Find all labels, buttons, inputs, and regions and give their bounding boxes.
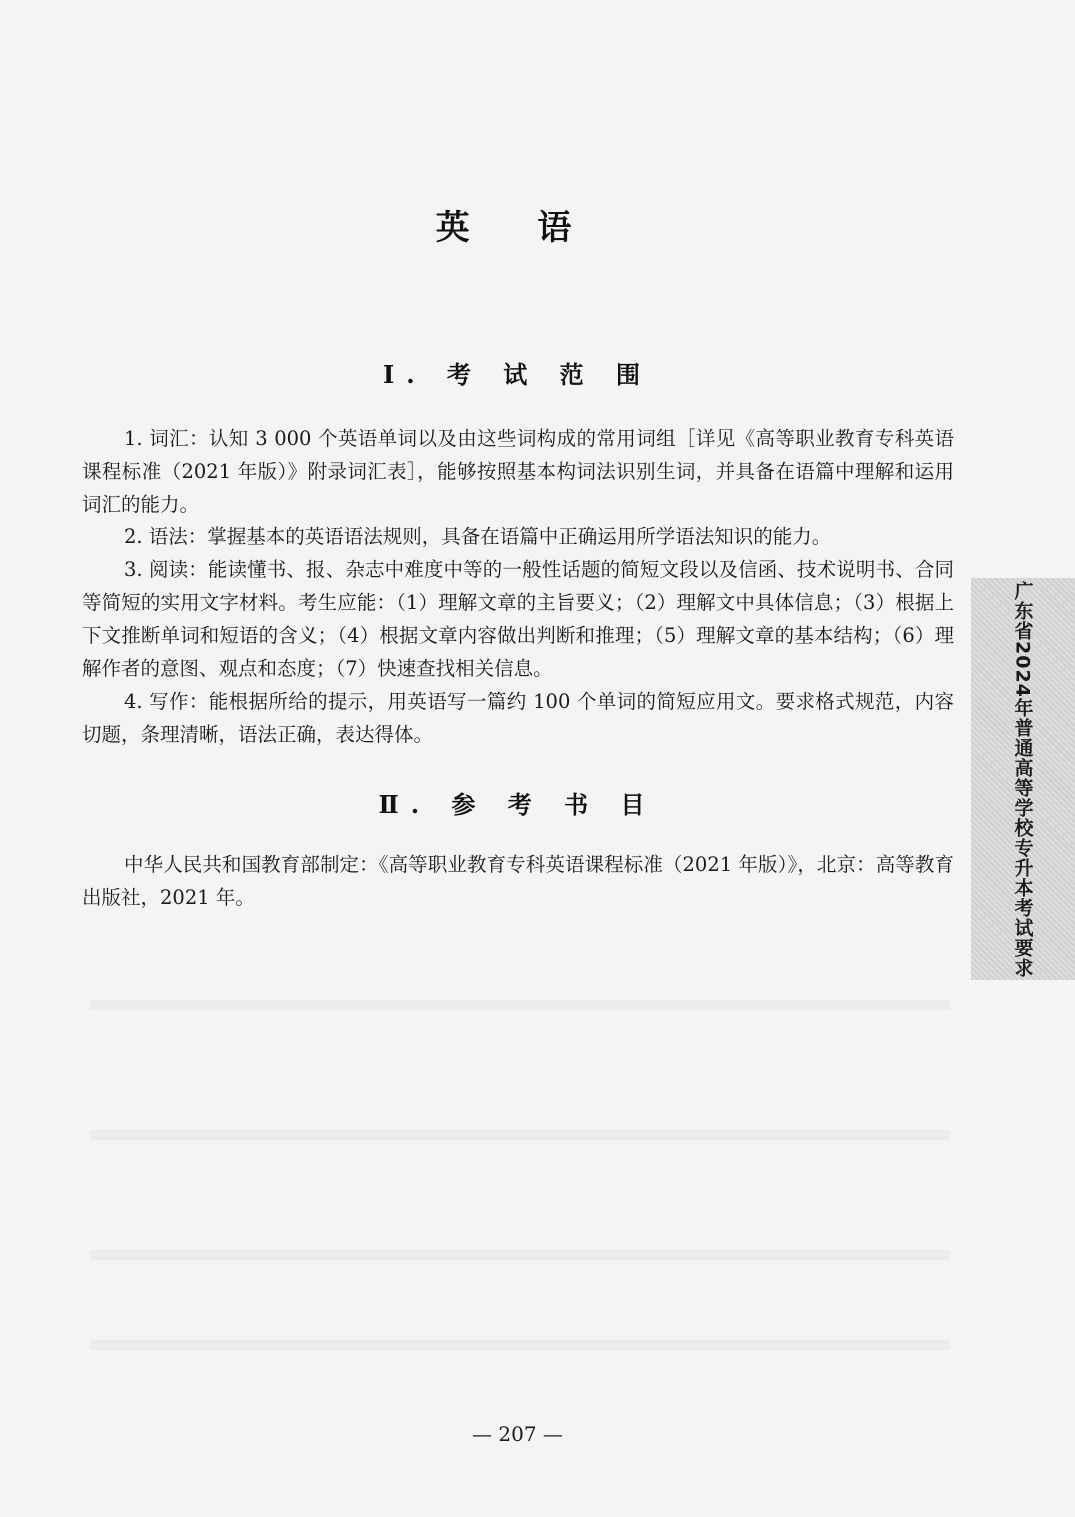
side-tab-label: 广东省2024年普通高等学校专升本考试要求 bbox=[1011, 580, 1034, 978]
bleed-through-line bbox=[90, 1000, 950, 1010]
bleed-through-line bbox=[90, 1250, 950, 1260]
paragraph-reference-book: 中华人民共和国教育部制定：《高等职业教育专科英语课程标准（2021 年版）》，北京：高等教育出版社，2021 年。 bbox=[82, 853, 954, 909]
page-title: 英 语 bbox=[435, 208, 600, 248]
paragraph-reading: 3. 阅读：能读懂书、报、杂志中难度中等的一般性话题的简短文段以及信函、技术说明书、合同等简短的实用文字材料。考生应能：（1）理解文章的主旨要义；（2）理解文中具体信息；（3）根据上下文推断单词和短语的含义；（4）根据文章内容做出判断和推理；（5）理解文章的基本结构；（6）理解作者的意图、观点和态度；（7）快速查找相关信息。 bbox=[82, 558, 954, 680]
section-heading-exam-scope: Ⅰ. 考 试 范 围 bbox=[382, 360, 652, 389]
paragraph-vocabulary: 1. 词汇：认知 3 000 个英语单词以及由这些词构成的常用词组［详见《高等职业教育专科英语课程标准（2021 年版）》附录词汇表］，能够按照基本构词法识别生词，并具备在语篇中理解和运用词汇的能力。 bbox=[82, 427, 954, 516]
side-tab bbox=[971, 578, 1075, 980]
section-heading-references: Ⅱ. 参 考 书 目 bbox=[378, 790, 657, 819]
paragraph-writing: 4. 写作：能根据所给的提示，用英语写一篇约 100 个单词的简短应用文。要求格式规范，内容切题，条理清晰，语法正确，表达得体。 bbox=[82, 690, 954, 746]
bleed-through-line bbox=[90, 1130, 950, 1140]
page-number: — 207 — bbox=[472, 1422, 563, 1446]
bleed-through-line bbox=[90, 1340, 950, 1350]
paragraph-grammar: 2. 语法：掌握基本的英语语法规则，具备在语篇中正确运用所学语法知识的能力。 bbox=[124, 525, 832, 548]
